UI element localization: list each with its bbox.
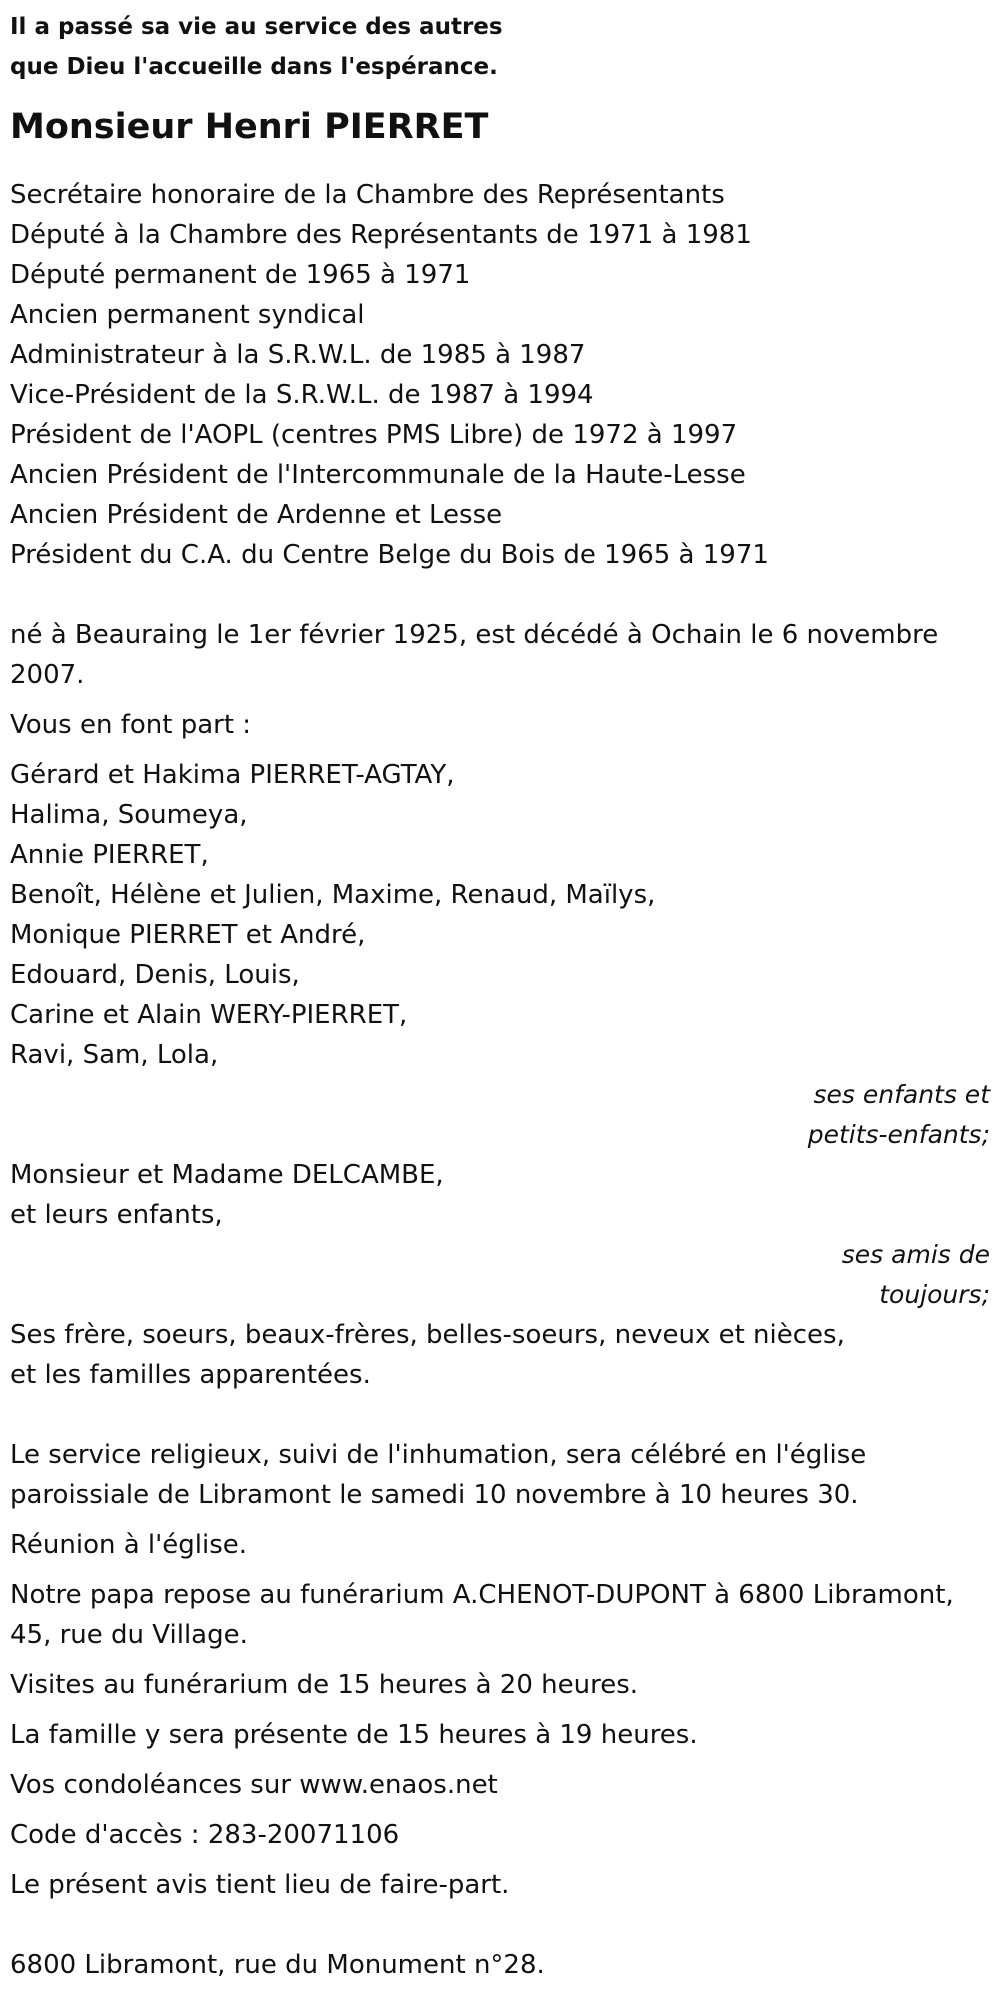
title-line: Député permanent de 1965 à 1971 <box>10 260 471 290</box>
family-role <box>10 1075 990 1155</box>
title-line: Vice-Président de la S.R.W.L. de 1987 à 1994 <box>10 380 594 410</box>
visits-text: Visites au funérarium de 15 heures à 20 heures. <box>10 1670 639 1700</box>
relatives-line: Ses frère, soeurs, beaux-frères, belles-soeurs, neveux et nièces, <box>10 1320 845 1350</box>
family-line: Gérard et Hakima PIERRET-AGTAY, <box>10 760 455 790</box>
title-line: Ancien Président de l'Intercommunale de la Haute-Lesse <box>10 460 746 490</box>
friends-line: et leurs enfants, <box>10 1200 223 1230</box>
funeral-home-line: Notre papa repose au funérarium A.CHENOT-DUPONT à 6800 Libramont, <box>10 1580 954 1610</box>
condolences-text: Vos condoléances sur www.enaos.net <box>10 1770 498 1800</box>
access-code-text: Code d'accès : 283-20071106 <box>10 1820 400 1850</box>
family-line: Halima, Soumeya, <box>10 800 248 830</box>
friends-role-line: ses amis de <box>841 1240 990 1269</box>
family-present-text: La famille y sera présente de 15 heures à 19 heures. <box>10 1720 698 1750</box>
meeting-text: Réunion à l'église. <box>10 1530 248 1560</box>
family-line: Monique PIERRET et André, <box>10 920 366 950</box>
family-list <box>10 755 990 1075</box>
birth-line: 2007. <box>10 660 85 690</box>
service-line: Le service religieux, suivi de l'inhumation, sera célébré en l'église <box>10 1440 867 1470</box>
title-line: Secrétaire honoraire de la Chambre des Représentants <box>10 180 725 210</box>
friends-role-line: toujours; <box>879 1280 990 1309</box>
title-line: Président de l'AOPL (centres PMS Libre) de 1972 à 1997 <box>10 420 738 450</box>
family-line: Benoît, Hélène et Julien, Maxime, Renaud, Maïlys, <box>10 880 656 910</box>
family-role-line: petits-enfants; <box>807 1120 990 1149</box>
friends-line: Monsieur et Madame DELCAMBE, <box>10 1160 444 1190</box>
birth-line: né à Beauraing le 1er février 1925, est décédé à Ochain le 6 novembre <box>10 620 939 650</box>
notice-text: Le présent avis tient lieu de faire-part. <box>10 1870 510 1900</box>
friends-role <box>10 1235 990 1315</box>
family-line: Carine et Alain WERY-PIERRET, <box>10 1000 408 1030</box>
title-line: Président du C.A. du Centre Belge du Bois de 1965 à 1971 <box>10 540 769 570</box>
service-info <box>10 1435 990 1515</box>
relatives-line: et les familles apparentées. <box>10 1360 371 1390</box>
deceased-name: Monsieur Henri PIERRET <box>10 107 489 147</box>
title-line: Ancien permanent syndical <box>10 300 365 330</box>
address-text: 6800 Libramont, rue du Monument n°28. <box>10 1950 545 1980</box>
relatives-list <box>10 1315 990 1395</box>
epitaph-line: que Dieu l'accueille dans l'espérance. <box>10 54 498 80</box>
birth-death-info <box>10 615 990 695</box>
service-line: paroissiale de Libramont le samedi 10 novembre à 10 heures 30. <box>10 1480 859 1510</box>
funeral-home-line: 45, rue du Village. <box>10 1620 248 1650</box>
epitaph-line: Il a passé sa vie au service des autres <box>10 14 503 40</box>
family-line: Annie PIERRET, <box>10 840 209 870</box>
friends-list <box>10 1155 990 1235</box>
announce-text: Vous en font part : <box>10 710 252 740</box>
titles-list <box>10 175 990 575</box>
title-line: Ancien Président de Ardenne et Lesse <box>10 500 503 530</box>
funeral-home-info <box>10 1575 990 1655</box>
title-line: Député à la Chambre des Représentants de 1971 à 1981 <box>10 220 752 250</box>
family-line: Edouard, Denis, Louis, <box>10 960 300 990</box>
family-role-line: ses enfants et <box>813 1080 990 1109</box>
title-line: Administrateur à la S.R.W.L. de 1985 à 1987 <box>10 340 586 370</box>
epitaph <box>10 0 990 87</box>
family-line: Ravi, Sam, Lola, <box>10 1040 219 1070</box>
